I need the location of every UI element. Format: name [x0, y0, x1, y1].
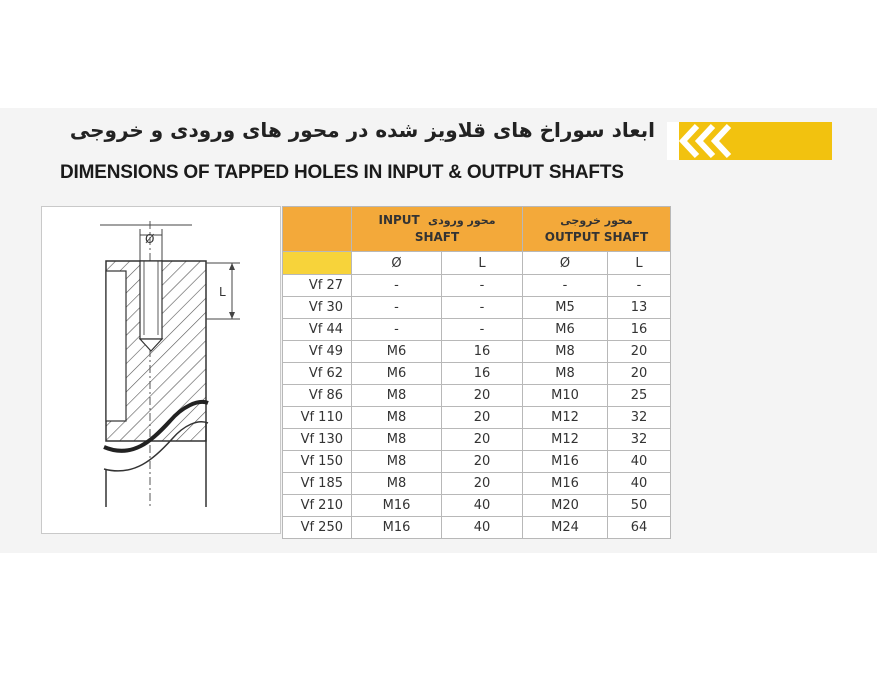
output-header-en: OUTPUT SHAFT [544, 230, 649, 244]
length-label: L [219, 285, 226, 299]
model-cell: Vf 86 [283, 385, 352, 407]
input-diameter-cell: M16 [352, 495, 442, 517]
output-diameter-cell: M6 [523, 319, 608, 341]
output-length-cell: 40 [608, 451, 671, 473]
output-diameter-cell: - [523, 275, 608, 297]
output-diameter-cell: M10 [523, 385, 608, 407]
table-row [283, 495, 671, 517]
model-cell: Vf 44 [283, 319, 352, 341]
model-cell: Vf 110 [283, 407, 352, 429]
sub-header-output-diameter: Ø [523, 252, 608, 275]
table-corner [283, 207, 352, 252]
input-header-en-shaft: SHAFT [414, 230, 460, 244]
input-length-cell: 40 [442, 517, 523, 539]
shaft-section-drawing [42, 207, 280, 533]
input-length-cell: 40 [442, 495, 523, 517]
input-diameter-cell: M8 [352, 429, 442, 451]
output-length-cell: 32 [608, 429, 671, 451]
input-length-cell: 20 [442, 385, 523, 407]
table-row [283, 385, 671, 407]
output-length-cell: 20 [608, 341, 671, 363]
table-row [283, 275, 671, 297]
table-row [283, 363, 671, 385]
output-diameter-cell: M8 [523, 341, 608, 363]
input-diameter-cell: M8 [352, 385, 442, 407]
model-cell: Vf 62 [283, 363, 352, 385]
input-length-cell: 20 [442, 451, 523, 473]
output-diameter-cell: M8 [523, 363, 608, 385]
input-header-en: INPUT [378, 213, 420, 227]
model-cell: Vf 130 [283, 429, 352, 451]
input-diameter-cell: - [352, 319, 442, 341]
output-length-cell: 32 [608, 407, 671, 429]
model-cell: Vf 30 [283, 297, 352, 319]
output-length-cell: 16 [608, 319, 671, 341]
table-row [283, 319, 671, 341]
input-diameter-cell: M8 [352, 407, 442, 429]
output-length-cell: 13 [608, 297, 671, 319]
model-cell: Vf 185 [283, 473, 352, 495]
output-diameter-cell: M16 [523, 451, 608, 473]
input-header-fa: محور ورودی [427, 214, 496, 227]
output-length-cell: - [608, 275, 671, 297]
table-row [283, 473, 671, 495]
chevron-arrows-icon [667, 122, 832, 160]
input-diameter-cell: M8 [352, 451, 442, 473]
input-diameter-cell: M6 [352, 363, 442, 385]
input-length-cell: - [442, 275, 523, 297]
output-length-cell: 64 [608, 517, 671, 539]
output-diameter-cell: M12 [523, 429, 608, 451]
model-cell: Vf 150 [283, 451, 352, 473]
output-shaft-header [523, 207, 671, 252]
input-diameter-cell: - [352, 275, 442, 297]
table-row [283, 451, 671, 473]
output-length-cell: 40 [608, 473, 671, 495]
output-header-fa: محور خروجی [560, 214, 633, 227]
chevron-banner [667, 122, 832, 160]
model-cell: Vf 49 [283, 341, 352, 363]
output-diameter-cell: M16 [523, 473, 608, 495]
table-row [283, 407, 671, 429]
input-length-cell: - [442, 297, 523, 319]
table-row [283, 429, 671, 451]
model-cell: Vf 210 [283, 495, 352, 517]
input-length-cell: - [442, 319, 523, 341]
tapped-holes-table [282, 206, 671, 539]
sub-header-output-length: L [608, 252, 671, 275]
shaft-drawing-panel [41, 206, 281, 534]
sub-header-input-diameter: Ø [352, 252, 442, 275]
output-length-cell: 50 [608, 495, 671, 517]
output-length-cell: 25 [608, 385, 671, 407]
title-persian: ابعاد سوراخ های قلاویز شده در محور های ورودی و خروجی [69, 118, 655, 142]
input-shaft-header [352, 207, 523, 252]
table-row [283, 517, 671, 539]
input-diameter-cell: M6 [352, 341, 442, 363]
model-cell: Vf 27 [283, 275, 352, 297]
input-length-cell: 20 [442, 429, 523, 451]
input-length-cell: 20 [442, 407, 523, 429]
diameter-label: Ø [145, 232, 155, 246]
output-diameter-cell: M24 [523, 517, 608, 539]
output-diameter-cell: M20 [523, 495, 608, 517]
output-diameter-cell: M5 [523, 297, 608, 319]
input-diameter-cell: M8 [352, 473, 442, 495]
table-row [283, 297, 671, 319]
model-cell: Vf 250 [283, 517, 352, 539]
input-diameter-cell: - [352, 297, 442, 319]
output-diameter-cell: M12 [523, 407, 608, 429]
sub-header-blank [283, 252, 352, 275]
sub-header-input-length: L [442, 252, 523, 275]
table-row [283, 341, 671, 363]
output-length-cell: 20 [608, 363, 671, 385]
input-diameter-cell: M16 [352, 517, 442, 539]
input-length-cell: 20 [442, 473, 523, 495]
title-english: DIMENSIONS OF TAPPED HOLES IN INPUT & OUTPUT SHAFTS [60, 162, 624, 183]
input-length-cell: 16 [442, 363, 523, 385]
input-length-cell: 16 [442, 341, 523, 363]
